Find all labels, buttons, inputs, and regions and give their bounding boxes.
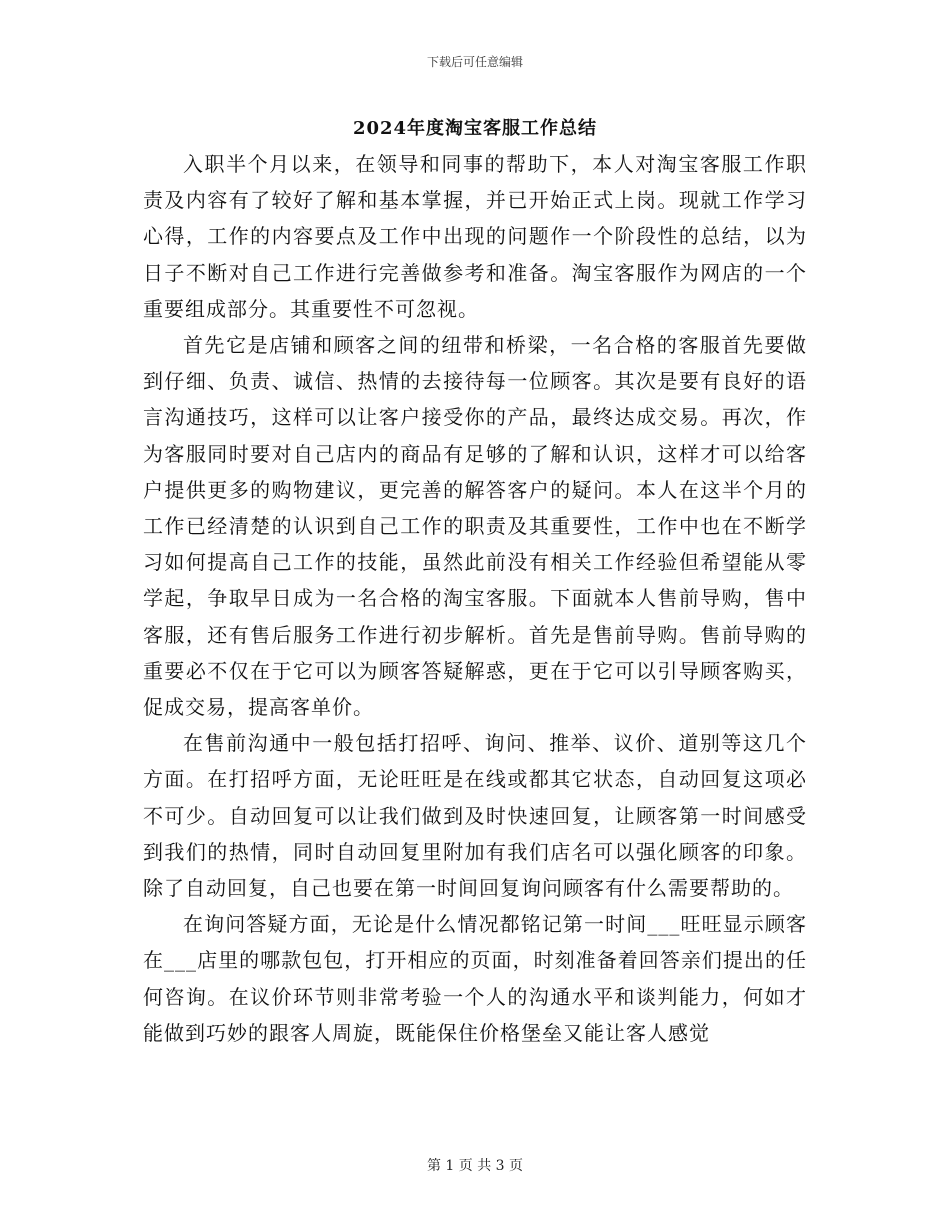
paragraph-4: 在询问答疑方面，无论是什么情况都铭记第一时间___旺旺显示顾客在___店里的哪款包包，打开相应的页面，时刻准备着回答亲们提出的任何咨询。在议价环节则非常考验一个人的沟通水平和谈判能力，何如才能做到巧妙的跟客人周旋，既能保住价格堡垒又能让客人感觉 (143, 912, 807, 1045)
paragraph-1: 入职半个月以来，在领导和同事的帮助下，本人对淘宝客服工作职责及内容有了较好了解和基本掌握，并已开始正式上岗。现就工作学习心得，工作的内容要点及工作中出现的问题作一个阶段性的总结，以为日子不断对自己工作进行完善做参考和准备。淘宝客服作为网店的一个重要组成部分。其重要性不可忽视。 (143, 152, 807, 321)
page-number: 第 1 页 共 3 页 (426, 1158, 524, 1174)
document-title: 2024年度淘宝客服工作总结 (352, 118, 598, 139)
document-body (143, 146, 807, 1051)
paragraph-2: 首先它是店铺和顾客之间的纽带和桥梁，一名合格的客服首先要做到仔细、负责、诚信、热情的去接待每一位顾客。其次是要有良好的语言沟通技巧，这样可以让客户接受你的产品，最终达成交易。再次，作为客服同时要对自己店内的商品有足够的了解和认识，这样才可以给客户提供更多的购物建议，更完善的解答客户的疑问。本人在这半个月的工作已经清楚的认识到自己工作的职责及其重要性，工作中也在不断学习如何提高自己工作的技能，虽然此前没有相关工作经验但希望能从零学起，争取早日成为一名合格的淘宝客服。下面就本人售前导购，售中客服，还有售后服务工作进行初步解析。首先是售前导购。售前导购的重要必不仅在于它可以为顾客答疑解惑，更在于它可以引导顾客购买，促成交易，提高客单价。 (143, 333, 807, 720)
header-note: 下载后可任意编辑 (426, 55, 523, 69)
paragraph-3: 在售前沟通中一般包括打招呼、询问、推举、议价、道别等这几个方面。在打招呼方面，无论旺旺是在线或都其它状态，自动回复这项必不可少。自动回复可以让我们做到及时快速回复，让顾客第一时间感受到我们的热情，同时自动回复里附加有我们店名可以强化顾客的印象。除了自动回复，自己也要在第一时间回复询问顾客有什么需要帮助的。 (143, 731, 807, 901)
